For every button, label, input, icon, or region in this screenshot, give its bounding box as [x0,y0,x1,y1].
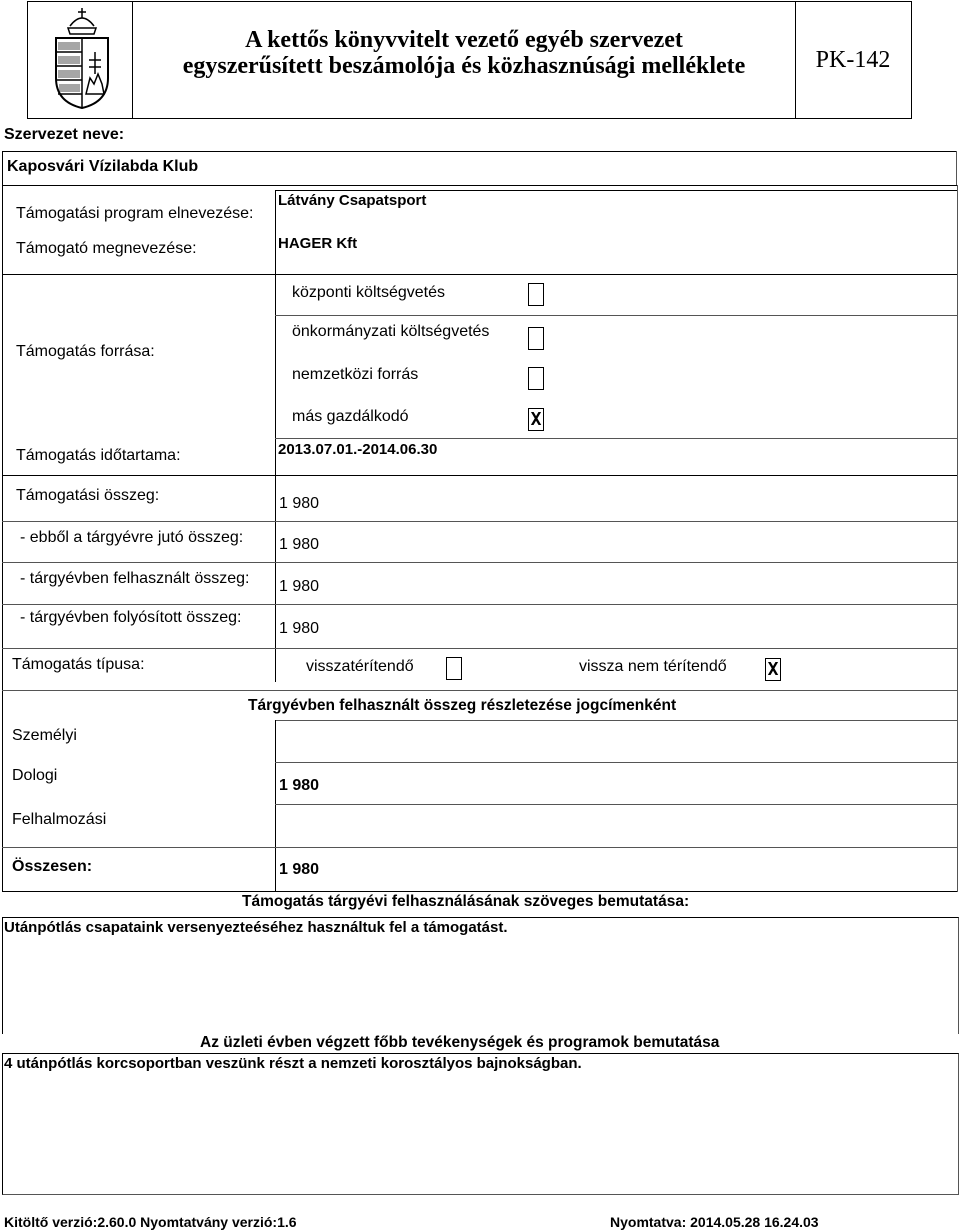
source-central-checkbox[interactable] [528,283,544,306]
coat-of-arms-logo [48,4,116,110]
form-title [133,27,795,79]
amount-used-value: 1 980 [279,578,320,595]
source-option-municipal: önkormányzati költségvetés [292,323,490,340]
source-international-checkbox[interactable] [528,367,544,390]
footer-version: Kitöltő verzió:2.60.0 Nyomtatvány verzió:1.6 [4,1214,297,1230]
type-nonrefundable-label: vissza nem térítendő [579,658,727,675]
column-divider [275,190,276,682]
usage-heading: Támogatás tárgyévi felhasználásának szöveges bemutatása: [242,893,690,910]
duration-label: Támogatás időtartama: [16,447,181,464]
breakdown-capital-label: Felhalmozási [12,811,107,828]
form-code: PK-142 [815,47,891,73]
breakdown-line-2 [275,804,957,805]
type-nonrefundable-checkbox[interactable]: X [765,658,781,681]
breakdown-line-1 [275,762,957,763]
breakdown-line-3 [2,847,957,848]
breakdown-divider [275,720,276,892]
supporter-label: Támogató megnevezése: [16,240,197,257]
breakdown-material-value: 1 980 [279,777,320,794]
type-line-bottom [2,690,957,691]
org-line-bottom [2,185,957,186]
breakdown-line-top [275,720,957,721]
type-label: Támogatás típusa: [12,656,145,673]
source-municipal-checkbox[interactable] [528,327,544,350]
activities-text: 4 utánpótlás korcsoportban veszünk részt a nemzeti korosztályos bajnokságban. [4,1055,582,1072]
amount-line-3 [2,604,957,605]
source-other-business-checkbox[interactable]: X [528,408,544,431]
breakdown-line-bottom [2,891,957,892]
form-title-line2: egyszerűsített beszámolója és közhasznúsági melléklete [182,53,746,79]
footer-printed: Nyomtatva: 2014.05.28 16.24.03 [610,1214,819,1230]
main-left-border [2,185,3,892]
organization-label: Szervezet neve: [4,126,125,143]
program-label: Támogatási program elnevezése: [16,205,254,222]
duration-value: 2013.07.01.-2014.06.30 [278,441,438,458]
main-right-border [957,185,958,892]
type-refundable-label: visszatérítendő [306,658,414,675]
amount-used-label: - tárgyévben felhasznált összeg: [20,570,250,587]
supporter-value: HAGER Kft [278,235,358,252]
activities-text-box[interactable] [2,1053,959,1195]
breakdown-heading: Tárgyévben felhasznált összeg részletezése jogcímenként [248,697,677,714]
amount-paid-label: - tárgyévben folyósított összeg: [20,609,242,626]
amount-year-value: 1 980 [279,536,320,553]
org-line-left [2,151,3,185]
amount-line-4 [2,648,957,649]
source-option-other-business: más gazdálkodó [292,408,409,425]
breakdown-material-label: Dologi [12,767,58,784]
source-option-international: nemzetközi forrás [292,366,419,383]
usage-text: Utánpótlás csapataink versenyezteéséhez használtuk fel a támogatást. [4,919,508,936]
org-line-top [2,151,957,152]
duration-line-bottom [2,475,957,476]
type-refundable-checkbox[interactable] [446,657,462,680]
org-line-right [956,151,957,185]
amount-line-1 [2,521,957,522]
breakdown-personal-label: Személyi [12,727,77,744]
supporter-line-bottom [2,274,957,275]
amount-year-label: - ebből a tárgyévre jutó összeg: [20,529,244,546]
organization-name: Kaposvári Vízilabda Klub [7,158,199,175]
form-title-line1: A kettős könyvvitelt vezető egyéb szervezet [245,27,683,53]
amount-total-label: Támogatási összeg: [16,487,160,504]
amount-total-value: 1 980 [279,495,320,512]
source-line-1 [275,315,957,316]
amount-line-2 [2,562,957,563]
source-option-central: központi költségvetés [292,284,445,301]
source-label: Támogatás forrása: [16,343,155,360]
program-value: Látvány Csapatsport [278,192,427,209]
activities-heading: Az üzleti évben végzett főbb tevékenységek és programok bemutatása [200,1034,720,1051]
breakdown-total-value: 1 980 [279,861,320,878]
amount-paid-value: 1 980 [279,620,320,637]
breakdown-total-label: Összesen: [12,858,93,875]
source-line-bottom [275,438,957,439]
program-line-top [275,190,957,191]
